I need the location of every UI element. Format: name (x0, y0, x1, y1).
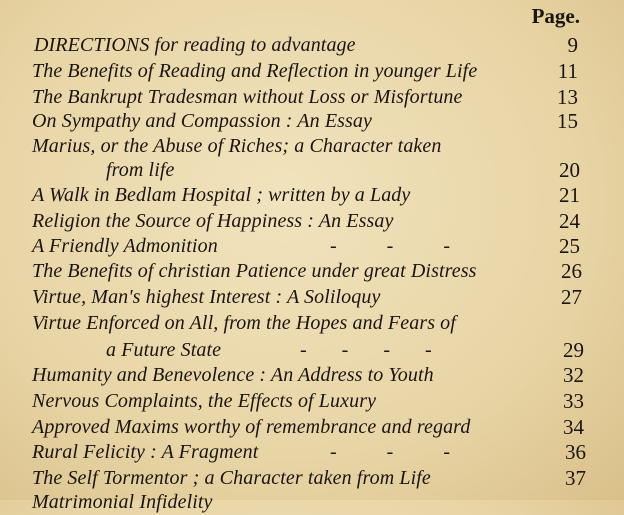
toc-entry-title: a Future State (106, 339, 222, 361)
toc-entry (0, 157, 624, 183)
toc-entry-title: Marius, or the Abuse of Riches; a Character taken (32, 135, 442, 157)
toc-entry-leader: - - - - (300, 339, 432, 361)
toc-entry (0, 233, 624, 259)
toc-entry-page: 20 (559, 158, 580, 182)
toc-entry (0, 489, 624, 513)
toc-entry-page: 15 (557, 109, 578, 133)
toc-entry (0, 465, 624, 491)
toc-entry-title: Nervous Complaints, the Effects of Luxury (32, 390, 377, 412)
toc-entry (0, 208, 624, 234)
toc-entry-page: 33 (563, 389, 584, 413)
toc-entry-page: 27 (561, 285, 582, 309)
toc-entry (0, 310, 624, 336)
toc-entry (0, 337, 624, 363)
toc-entry-title: A Walk in Bedlam Hospital ; written by a Lady (32, 184, 411, 206)
toc-entry-title: Approved Maxims worthy of remembrance and regard (32, 416, 471, 438)
toc-entry-title: A Friendly Admonition (32, 235, 218, 257)
toc-entry (0, 284, 624, 310)
toc-entry-page: 24 (559, 209, 580, 233)
toc-entry-page: 32 (563, 363, 584, 387)
toc-entry (0, 414, 624, 440)
toc-entry-page: 13 (557, 85, 578, 109)
toc-entry-page: 11 (557, 59, 578, 83)
toc-entry-page: 25 (559, 234, 580, 258)
toc-entry (0, 182, 624, 208)
toc-entry-title: The Benefits of christian Patience under great Distress (32, 260, 477, 282)
toc-entry (0, 388, 624, 414)
toc-entry-page: 21 (559, 183, 580, 207)
toc-entry-page: 37 (565, 466, 586, 490)
toc-entry-page: 9 (567, 33, 578, 57)
toc-entry-title: The Benefits of Reading and Reflection in younger Life (32, 60, 478, 82)
toc-entry (0, 84, 624, 110)
toc-entry-leader: - - - (330, 441, 450, 463)
toc-entry (0, 133, 624, 159)
toc-entry-title: Virtue Enforced on All, from the Hopes and Fears of (32, 312, 456, 334)
toc-entry-title: from life (106, 159, 175, 181)
toc-entry (0, 362, 624, 388)
toc-entry-leader: - - - (330, 235, 450, 257)
toc-entry-title: Religion the Source of Happiness : An Essay (32, 210, 394, 232)
toc-entry-title: Humanity and Benevolence : An Address to Youth (32, 364, 434, 386)
toc-entry-page: 36 (565, 440, 586, 464)
toc-entry-title: On Sympathy and Compassion : An Essay (32, 110, 372, 132)
toc-entry-title: DIRECTIONS for reading to advantage (34, 34, 356, 56)
toc-entry-page: 29 (563, 338, 584, 362)
toc-entry-title: Matrimonial Infidelity (32, 491, 213, 513)
toc-entry (0, 32, 624, 58)
toc-entry (0, 108, 624, 134)
toc-entry (0, 58, 624, 84)
toc-entry-title: The Self Tormentor ; a Character taken from Life (32, 467, 431, 489)
toc-entry (0, 439, 624, 465)
toc-entry-title: Virtue, Man's highest Interest : A Soliloquy (32, 286, 381, 308)
toc-entry-page: 26 (561, 259, 582, 283)
page-header: Page. (531, 4, 580, 28)
toc-entry (0, 258, 624, 284)
toc-entry-title: Rural Felicity : A Fragment (32, 441, 259, 463)
toc-entry-title: The Bankrupt Tradesman without Loss or Misfortune (32, 86, 463, 108)
toc-entry-page: 34 (563, 415, 584, 439)
